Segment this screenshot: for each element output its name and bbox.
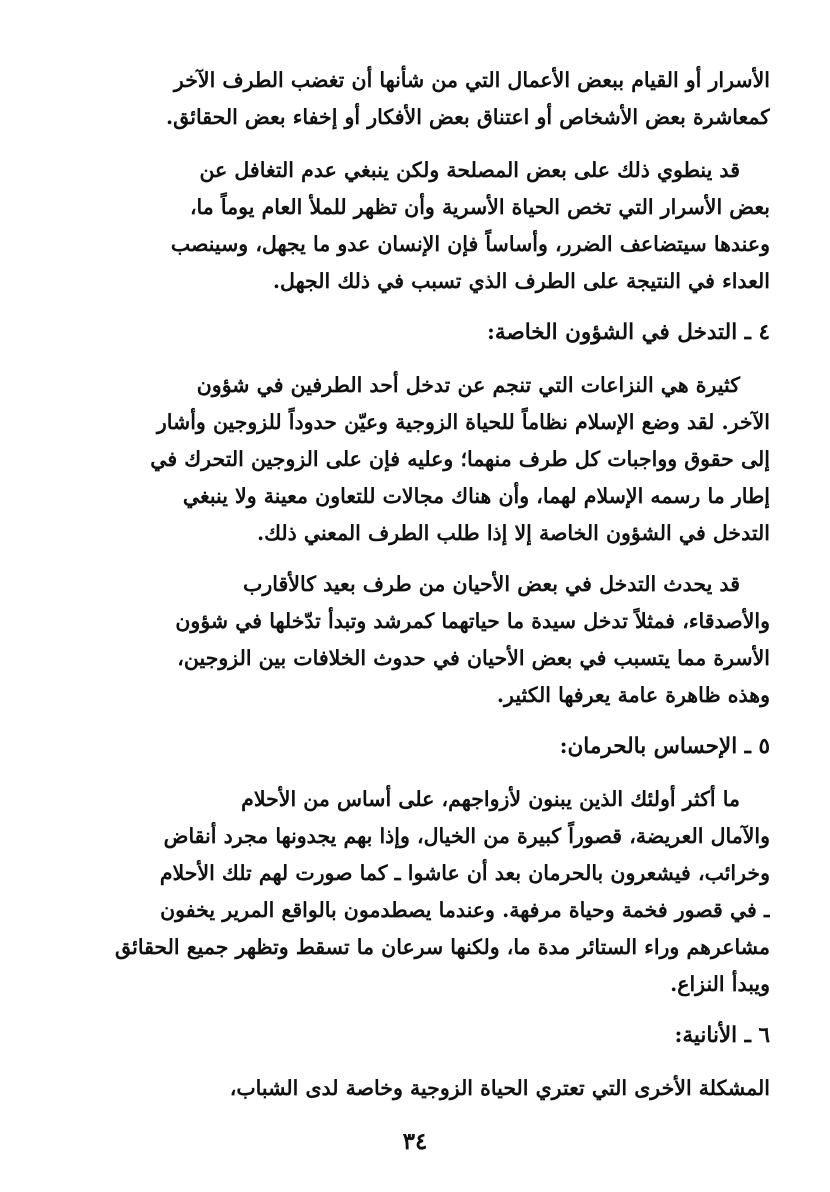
page-number: ٣٤ xyxy=(402,1128,428,1155)
text-line: قد ينطوي ذلك على بعض المصلحة ولكن ينبغي عدم التغافل عن xyxy=(199,158,740,182)
text-line: ما أكثر أولئك الذين يبنون لأزواجهم، على أساس من الأحلام xyxy=(241,787,740,811)
paragraph xyxy=(60,1070,770,1107)
text-line: والأصدقاء، فمثلاً تدخل سيدة ما حياتهما كمرشد وتبدأ تدّخلها في شؤون xyxy=(175,609,770,633)
paragraph xyxy=(60,566,770,714)
text-line: مشاعرهم وراء الستائر مدة ما، ولكنها سرعان ما تسقط وتظهر جميع الحقائق xyxy=(115,935,770,959)
text-line: ـ في قصور فخمة وحياة مرفهة. وعندما يصطدمون بالواقع المرير يخفون xyxy=(160,898,770,922)
text-line: إطار ما رسمه الإسلام لهما، وأن هناك مجالات للتعاون معينة ولا ينبغي xyxy=(182,484,770,508)
text-line: ويبدأ النزاع. xyxy=(670,972,770,996)
section-heading: ٥ ـ الإحساس بالحرمان: xyxy=(559,734,770,759)
paragraph xyxy=(60,62,770,136)
paragraph xyxy=(60,781,770,1003)
text-line: وهذه ظاهرة عامة يعرفها الكثير. xyxy=(496,683,770,707)
text-line: إلى حقوق وواجبات كل طرف منهما؛ وعليه فإن على الزوجين التحرك في xyxy=(150,447,770,471)
text-line: التدخل في الشؤون الخاصة إلا إذا طلب الطرف المعني ذلك. xyxy=(256,521,770,545)
text-line: العداء في النتيجة على الطرف الذي تسبب في ذلك الجهل. xyxy=(272,269,770,293)
text-line: وخرائب، فيشعرون بالحرمان بعد أن عاشوا ـ كما صورت لهم تلك الأحلام xyxy=(159,861,770,885)
text-line: الآخر. لقد وضع الإسلام نظاماً للحياة الزوجية وعيّن حدوداً للزوجين وأشار xyxy=(156,410,770,434)
text-line: المشكلة الأخرى التي تعتري الحياة الزوجية وخاصة لدى الشباب، xyxy=(229,1076,770,1100)
text-line: الأسرار أو القيام ببعض الأعمال التي من شأنها أن تغضب الطرف الآخر xyxy=(173,68,770,92)
text-line: كثيرة هي النزاعات التي تنجم عن تدخل أحد الطرفين في شؤون xyxy=(196,373,740,397)
page-body xyxy=(60,62,770,1192)
paragraph xyxy=(60,152,770,300)
section-heading: ٦ ـ الأنانية: xyxy=(674,1023,770,1048)
text-line: وعندها سيتضاعف الضرر، وأساساً فإن الإنسان عدو ما يجهل، وسينصب xyxy=(170,232,770,256)
paragraph xyxy=(60,367,770,552)
text-line: الأسرة مما يتسبب في بعض الأحيان في حدوث الخلافات بين الزوجين، xyxy=(177,646,770,670)
text-line: قد يحدث التدخل في بعض الأحيان من طرف بعيد كالأقارب xyxy=(243,572,740,596)
text-line: بعض الأسرار التي تخص الحياة الأسرية وأن تظهر للملأ العام يوماً ما، xyxy=(189,195,770,219)
section-heading: ٤ ـ التدخل في الشؤون الخاصة: xyxy=(486,320,770,345)
text-line: والآمال العريضة، قصوراً كبيرة من الخيال، وإذا بهم يجدونها مجرد أنقاض xyxy=(163,824,770,848)
text-line: كمعاشرة بعض الأشخاص أو اعتناق بعض الأفكار أو إخفاء بعض الحقائق. xyxy=(166,105,770,129)
